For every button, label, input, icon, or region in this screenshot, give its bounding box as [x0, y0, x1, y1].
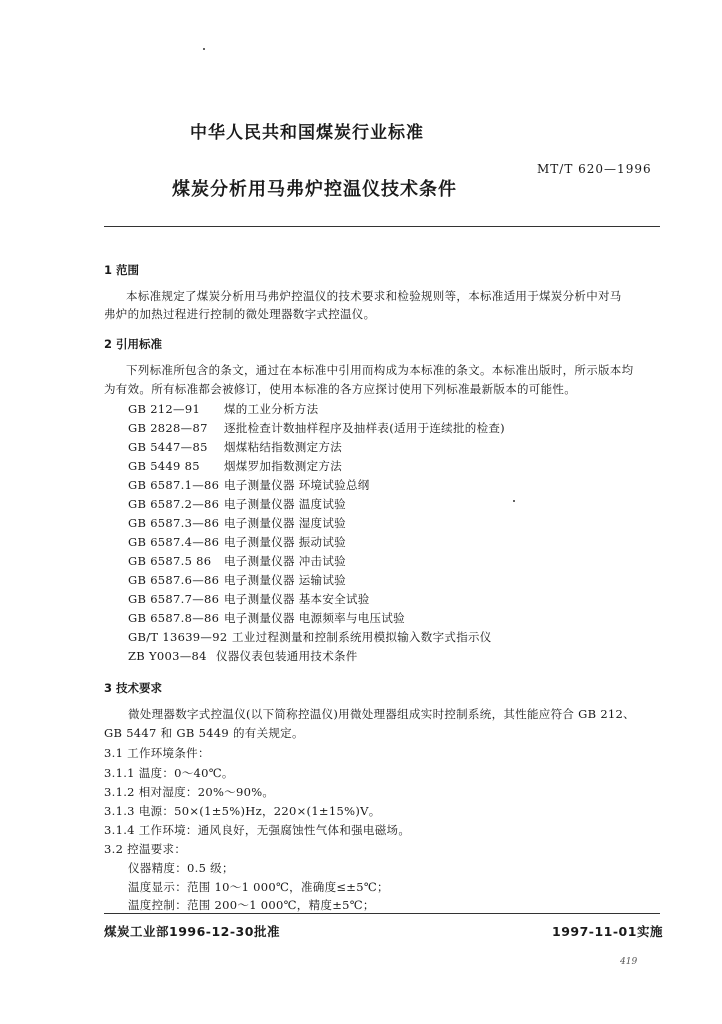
reference-title: 电子测量仪器 冲击试验 — [224, 554, 346, 568]
spec-precision: 仪器精度：0.5 级； — [128, 861, 234, 875]
clause-3-1-1: 3.1.1 温度：0～40℃。 — [104, 766, 234, 780]
reference-title: 电子测量仪器 电源频率与电压试验 — [224, 611, 405, 625]
clause-3-1-4: 3.1.4 工作环境：通风良好，无强腐蚀性气体和强电磁场。 — [104, 823, 411, 837]
reference-item — [128, 477, 370, 493]
reference-item — [128, 534, 346, 550]
document-title: 煤炭分析用马弗炉控温仪技术条件 — [172, 179, 457, 200]
reference-code: GB 6587.4—86 — [128, 535, 220, 549]
reference-code: GB 5447—85 — [128, 440, 208, 454]
section-heading-references: 2 引用标准 — [104, 337, 163, 351]
approval-date: 煤炭工业部1996-12-30批准 — [104, 924, 280, 939]
reference-title: 电子测量仪器 湿度试验 — [224, 516, 346, 530]
scope-paragraph-line: 弗炉的加热过程进行控制的微处理器数字式控温仪。 — [104, 307, 376, 321]
reference-title: 电子测量仪器 振动试验 — [224, 535, 346, 549]
clause-3-1-3: 3.1.3 电源：50×(1±5%)Hz，220×(1±15%)V。 — [104, 804, 381, 818]
reference-code: GB 6587.5 86 — [128, 554, 212, 568]
page-number: 419 — [620, 957, 638, 967]
reference-title: 电子测量仪器 基本安全试验 — [224, 592, 370, 606]
reference-item — [128, 572, 346, 588]
reference-code: GB/T 13639—92 — [128, 630, 228, 644]
reference-item — [128, 591, 370, 607]
scan-speck — [513, 500, 515, 502]
reference-code: GB 2828—87 — [128, 421, 208, 435]
reference-title: 烟煤罗加指数测定方法 — [224, 459, 342, 473]
clause-3-1: 3.1 工作环境条件： — [104, 746, 210, 760]
reference-code: GB 6587.7—86 — [128, 592, 220, 606]
reference-item — [128, 496, 346, 512]
reference-title: 电子测量仪器 温度试验 — [224, 497, 346, 511]
clause-3-1-2: 3.1.2 相对湿度：20%～90%。 — [104, 785, 275, 799]
reference-title: 烟煤粘结指数测定方法 — [224, 440, 342, 454]
footer-divider — [104, 913, 660, 914]
reference-code: GB 6587.8—86 — [128, 611, 220, 625]
reference-item — [128, 648, 358, 664]
clause-3-2: 3.2 控温要求： — [104, 842, 187, 856]
reference-item — [128, 401, 318, 417]
reference-item — [128, 610, 405, 626]
requirements-intro-line: GB 5447 和 GB 5449 的有关规定。 — [104, 726, 304, 740]
references-intro-line: 为有效。所有标准都会被修订，使用本标准的各方应探讨使用下列标准最新版本的可能性。 — [104, 382, 576, 396]
implementation-date: 1997-11-01实施 — [552, 924, 663, 939]
scope-paragraph-line: 本标准规定了煤炭分析用马弗炉控温仪的技术要求和检验规则等，本标准适用于煤炭分析中对马 — [126, 289, 622, 303]
spec-temperature-control: 温度控制：范围 200～1 000℃，精度±5℃； — [128, 898, 375, 912]
section-heading-scope: 1 范围 — [104, 263, 140, 277]
reference-item — [128, 629, 492, 645]
reference-code: GB 5449 85 — [128, 459, 200, 473]
reference-item — [128, 553, 346, 569]
requirements-intro-line: 微处理器数字式控温仪(以下简称控温仪)用微处理器组成实时控制系统，其性能应符合 GB 212、 — [128, 707, 635, 721]
reference-code: GB 6587.6—86 — [128, 573, 220, 587]
reference-item — [128, 439, 342, 455]
reference-item — [128, 420, 505, 436]
reference-title: 工业过程测量和控制系统用模拟输入数字式指示仪 — [232, 630, 492, 644]
document-number: MT/T 620—1996 — [537, 162, 652, 176]
spec-temperature-display: 温度显示：范围 10～1 000℃，准确度≤±5℃； — [128, 880, 389, 894]
reference-item — [128, 515, 346, 531]
reference-code: GB 6587.3—86 — [128, 516, 220, 530]
references-intro-line: 下列标准所包含的条文，通过在本标准中引用而构成为本标准的条文。本标准出版时，所示版本均 — [126, 363, 634, 377]
standard-category: 中华人民共和国煤炭行业标准 — [190, 123, 424, 143]
header-divider — [104, 226, 660, 227]
reference-code: GB 6587.1—86 — [128, 478, 220, 492]
section-heading-requirements: 3 技术要求 — [104, 681, 163, 695]
reference-title: 电子测量仪器 运输试验 — [224, 573, 346, 587]
reference-item — [128, 458, 342, 474]
reference-title: 电子测量仪器 环境试验总纲 — [224, 478, 370, 492]
reference-title: 逐批检查计数抽样程序及抽样表(适用于连续批的检查) — [224, 421, 505, 435]
reference-code: GB 6587.2—86 — [128, 497, 220, 511]
reference-title: 仪器仪表包装通用技术条件 — [216, 649, 358, 663]
reference-title: 煤的工业分析方法 — [224, 402, 319, 416]
reference-code: ZB Y003—84 — [128, 649, 207, 663]
reference-code: GB 212—91 — [128, 402, 201, 416]
scan-speck — [203, 48, 205, 50]
